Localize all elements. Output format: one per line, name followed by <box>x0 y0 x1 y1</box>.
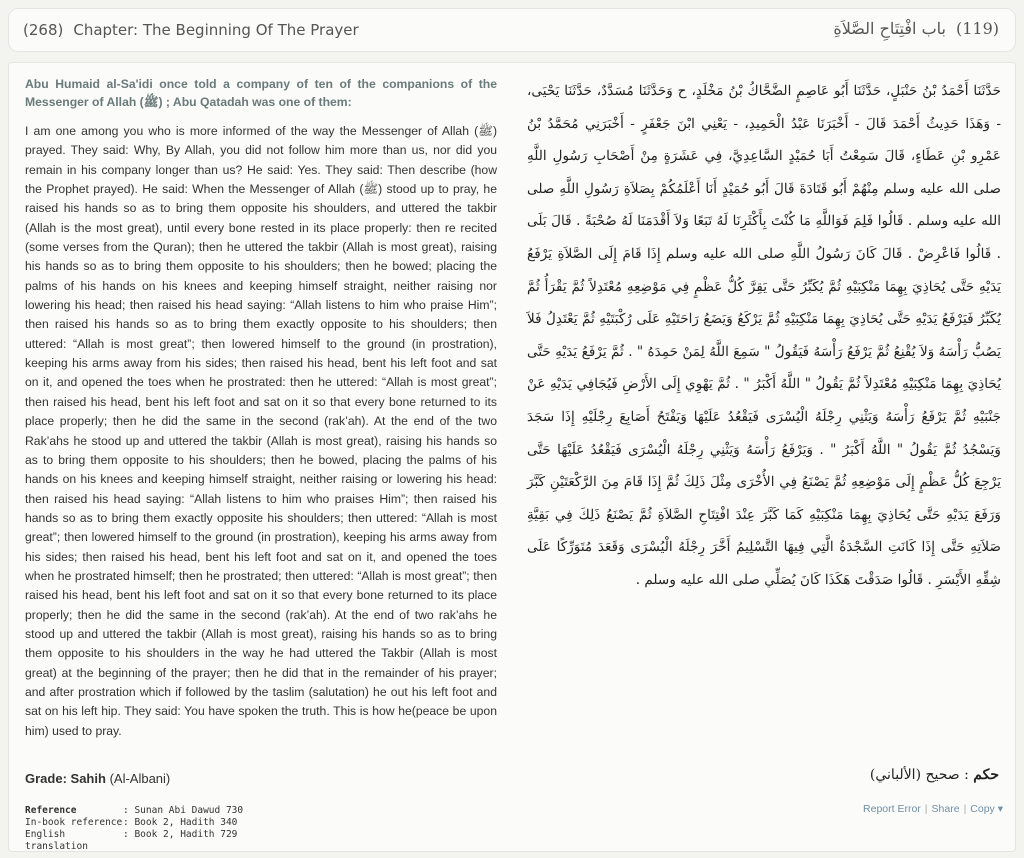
grade-label: Grade <box>25 771 63 786</box>
reference-value: : Book 2, Hadith 729 <box>123 829 238 840</box>
report-error-link[interactable]: Report Error <box>863 803 921 815</box>
reference-row <box>25 817 243 829</box>
chapter-title-en-text: Chapter: The Beginning Of The Prayer <box>73 21 359 39</box>
hadith-card <box>8 62 1016 852</box>
grade-label-ar: حكم <box>973 767 999 783</box>
grade-source-ar: (الألباني) <box>869 767 922 783</box>
copy-dropdown[interactable]: Copy ▾ <box>970 803 1003 815</box>
reference-row <box>25 829 243 853</box>
reference-value: : Book 2, Hadith 340 <box>123 817 238 828</box>
reference-value: : Sunan Abi Dawud 730 <box>123 805 244 816</box>
grade-ar: حكم : صحيح (الألباني) <box>869 767 999 783</box>
grade-value: Sahih <box>70 771 106 786</box>
reference-label: Reference <box>25 805 77 816</box>
grade-value-ar: صحيح <box>925 767 960 783</box>
narrator: Abu Humaid al-Sa'idi once told a company of ten of the companions of the Messenger of Allah (ﷺ) ; Abu Qatadah was one of them: <box>25 77 497 109</box>
share-link[interactable]: Share <box>931 803 960 815</box>
chapter-number-ar: (119) <box>955 19 999 38</box>
chapter-header <box>8 8 1016 52</box>
reference-row <box>25 805 243 817</box>
reference-label: In-book reference <box>25 817 123 828</box>
reference-label: English translation <box>25 829 88 852</box>
grade-source: (Al-Albani) <box>109 771 171 786</box>
chapter-number-en: (268) <box>23 21 64 39</box>
references <box>25 805 243 853</box>
grade-en: Grade: Sahih (Al-Albani) <box>25 771 171 786</box>
english-column <box>25 75 497 741</box>
hadith-actions: Report Error | Share | Copy ▾ <box>863 803 1003 815</box>
chapter-title-ar <box>833 19 999 38</box>
chapter-title-en <box>23 21 359 39</box>
chapter-title-ar-text: باب افْتِتَاحِ الصَّلاَةِ <box>833 19 946 38</box>
hadith-text-en: I am one among you who is more informed of the way the Messenger of Allah (ﷺ) prayed. They said: Why, By Allah, you did not follow him more than us, nor did you remain in his company longer than us? He said: Yes. They said: Then describe (how the Prophet prayed). He said: When the Messenger of Allah (ﷺ) stood up to pray, he raised his hands so as to bring them opposite his shoulders, and uttered the takbir (Allah is the most great), until every bone rested in its place properly: then re recited (some verses from the Quran); then he uttered the takbir (Allah is most great), raising his hands so as to bring them opposite to his shoulders; then he bowed; placing the palms of his hands on his knees and keeping himself straight, neither raising nor lowering his head; then raised his head saying: “Allah listens to him who praise Him”; then raised his hands so as to bring them exactly opposite to his shoulders; then uttered: “Allah is most great”; then lowered himself to the ground (in prostration), keeping his arms away from his sides; then raised his head, bent his left foot and sat on it, and opened the toes when he prostrated: then he uttered: “Allah is most great”; then raised his head, bent his left foot and sat on it so that every bone returned to its place properly; then he did the same in the second (rak’ah). At the end of the two Rak’ahs he stood up and uttered the takbir (Allah is most great), raising his hands so as to bring them opposite to his shoulders; then he bowed, placing the palms of his hands on his knees and keeping himself straight, neither raising or lowering his head: then raised his head saying: “Allah listens to him who praises Him”; then raised his hands so as to bring them exactly opposite his shoulders; then uttered: “Allah is most great”; then lowered himself to the ground (in prostration), keeping his arms away from his sides; then raised his head, bent his left foot and sat on it, and opened the toes when he prostrated himself; then he prostrated; then uttered: “Allah is most great”; then raised his head, bent his left foot and sat on it so that every bone returned to its place properly; then he did the same in the second (rak’ah). At the end of two rak’ahs he stood up and uttered the takbir (Allah is most great), raising his hands so as to bring them opposite to his shoulders in the way he had uttered the Takbir (Allah is most great) at the beginning of the prayer; then he did that in the remainder of his prayer; and after prostration which if followed by the taslim (salutation) he out his left foot and sat on his left hip. They said: You have spoken the truth. This is how he(peace be upon him) used to pray. <box>25 124 497 738</box>
hadith-text-ar: حَدَّثَنَا أَحْمَدُ بْنُ حَنْبَلٍ، حَدَّثَنَا أَبُو عَاصِمٍ الضَّحَّاكُ بْنُ مَخْلَدٍ، ح وَحَدَّثَنَا مُسَدَّدٌ، حَدَّثَنَا يَحْيَى، - وَهَذَا حَدِيثُ أَحْمَدَ قَالَ - أَخْبَرَنَا عَبْدُ الْحَمِيدِ، - يَعْنِي ابْنَ جَعْفَرٍ - أَخْبَرَنِي مُحَمَّدُ بْنُ عَمْرِو بْنِ عَطَاءٍ، قَالَ سَمِعْتُ أَبَا حُمَيْدٍ السَّاعِدِيَّ، فِي عَشَرَةٍ مِنْ أَصْحَابِ رَسُولِ اللَّهِ صلى الله عليه وسلم مِنْهُمْ أَبُو قَتَادَةَ قَالَ أَبُو حُمَيْدٍ أَنَا أَعْلَمُكُمْ بِصَلاَةِ رَسُولِ اللَّهِ صلى الله عليه وسلم ‏.‏ قَالُوا فَلِمَ فَوَاللَّهِ مَا كُنْتَ بِأَكْثَرِنَا لَهُ تَبَعًا وَلاَ أَقْدَمَنَا لَهُ صُحْبَةً ‏.‏ قَالَ بَلَى ‏.‏ قَالُوا فَاعْرِضْ ‏.‏ قَالَ كَانَ رَسُولُ اللَّهِ صلى الله عليه وسلم إِذَا قَامَ إِلَى الصَّلاَةِ يَرْفَعُ يَدَيْهِ حَتَّى يُحَاذِيَ بِهِمَا مَنْكِبَيْهِ ثُمَّ يُكَبِّرُ حَتَّى يَقِرَّ كُلُّ عَظْمٍ فِي مَوْضِعِهِ مُعْتَدِلاً ثُمَّ يَقْرَأُ ثُمَّ يُكَبِّرُ فَيَرْفَعُ يَدَيْهِ حَتَّى يُحَاذِيَ بِهِمَا مَنْكِبَيْهِ ثُمَّ يَرْكَعُ وَيَضَعُ رَاحَتَيْهِ عَلَى رُكْبَتَيْهِ ثُمَّ يَعْتَدِلُ فَلاَ يَصُبُّ رَأْسَهُ وَلاَ يُقْنِعُ ثُمَّ يَرْفَعُ رَأْسَهُ فَيَقُولُ ‏"‏ سَمِعَ اللَّهُ لِمَنْ حَمِدَهُ ‏"‏ ‏.‏ ثُمَّ يَرْفَعُ يَدَيْهِ حَتَّى يُحَاذِيَ بِهِمَا مَنْكِبَيْهِ مُعْتَدِلاً ثُمَّ يَقُولُ ‏"‏ اللَّهُ أَكْبَرُ ‏"‏ ‏.‏ ثُمَّ يَهْوِي إِلَى الأَرْضِ فَيُجَافِي يَدَيْهِ عَنْ جَنْبَيْهِ ثُمَّ يَرْفَعُ رَأْسَهُ وَيَثْنِي رِجْلَهُ الْيُسْرَى فَيَقْعُدُ عَلَيْهَا وَيَفْتَحُ أَصَابِعَ رِجْلَيْهِ إِذَا سَجَدَ وَيَسْجُدُ ثُمَّ يَقُولُ ‏"‏ اللَّهُ أَكْبَرُ ‏"‏ ‏.‏ وَيَرْفَعُ رَأْسَهُ وَيَثْنِي رِجْلَهُ الْيُسْرَى فَيَقْعُدُ عَلَيْهَا حَتَّى يَرْجِعَ كُلُّ عَظْمٍ إِلَى مَوْضِعِهِ ثُمَّ يَصْنَعُ فِي الأُخْرَى مِثْلَ ذَلِكَ ثُمَّ إِذَا قَامَ مِنَ الرَّكْعَتَيْنِ كَبَّرَ وَرَفَعَ يَدَيْهِ حَتَّى يُحَاذِيَ بِهِمَا مَنْكِبَيْهِ كَمَا كَبَّرَ عِنْدَ افْتِتَاحِ الصَّلاَةِ ثُمَّ يَصْنَعُ ذَلِكَ فِي بَقِيَّةِ صَلاَتِهِ حَتَّى إِذَا كَانَتِ السَّجْدَةُ الَّتِي فِيهَا التَّسْلِيمُ أَخَّرَ رِجْلَهُ الْيُسْرَى وَقَعَدَ مُتَوَرِّكًا عَلَى شِقِّهِ الأَيْسَرِ ‏.‏ قَالُوا صَدَقْتَ هَكَذَا كَانَ يُصَلِّي صلى الله عليه وسلم ‏.‏ <box>527 83 1001 588</box>
